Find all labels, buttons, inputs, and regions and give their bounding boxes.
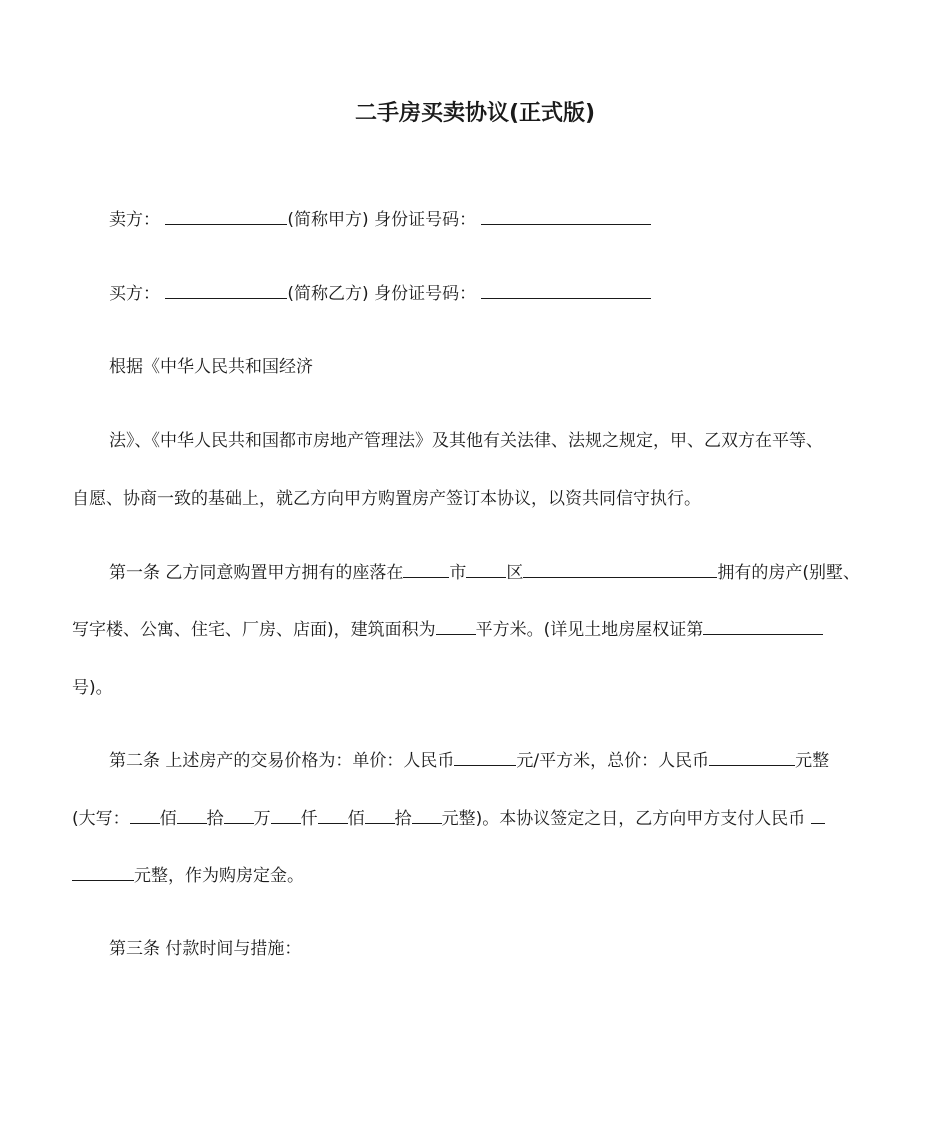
unit-bai-1: 佰 <box>159 809 177 829</box>
buyer-name-blank <box>165 281 287 299</box>
document-title: 二手房买卖协议(正式版) <box>354 101 596 126</box>
preamble-line-1: 根据《中华人民共和国经济 <box>109 357 313 377</box>
article2-text-3: 元整 <box>795 751 830 771</box>
unit-wan: 万 <box>253 809 271 829</box>
article2-line-3 <box>72 862 304 890</box>
article1-line-2 <box>72 616 823 644</box>
seller-short-name: (简称甲方) <box>287 210 369 230</box>
buyer-id-blank <box>481 281 651 299</box>
amount-blank-bai-2 <box>318 806 348 824</box>
article1-district: 区 <box>506 563 524 583</box>
amount-blank-bai-1 <box>130 806 160 824</box>
address-blank <box>523 560 717 578</box>
article1-text-6: 平方米。(详见土地房屋权证第 <box>475 620 704 640</box>
article1-line-1 <box>109 559 860 587</box>
article2-text-2: 元/平方米，总价：人民币 <box>516 751 710 771</box>
seller-label: 卖方： <box>109 210 160 230</box>
amount-blank-yuan <box>412 806 442 824</box>
unit-bai-2: 佰 <box>347 809 365 829</box>
article2-text-4: (大写： <box>72 809 130 829</box>
article1-text-1: 第一条 乙方同意购置甲方拥有的座落在 <box>109 563 404 583</box>
amount-blank-shi-1 <box>177 806 207 824</box>
certificate-no-blank <box>703 617 823 635</box>
amount-blank-qian <box>271 806 301 824</box>
article1-line-3: 号)。 <box>72 678 113 698</box>
buyer-short-name: (简称乙方) <box>287 284 369 304</box>
seller-name-blank <box>165 207 287 225</box>
unit-shi-2: 拾 <box>394 809 412 829</box>
article2-text-1: 第二条 上述房产的交易价格为：单价：人民币 <box>109 751 455 771</box>
amount-blank-shi-2 <box>365 806 395 824</box>
area-blank <box>436 617 476 635</box>
article3-heading: 第三条 付款时间与措施： <box>109 939 302 959</box>
preamble-line-3: 自愿、协商一致的基础上，就乙方向甲方购置房产签订本协议，以资共同信守执行。 <box>72 489 701 509</box>
unit-shi-1: 拾 <box>206 809 224 829</box>
total-price-blank <box>709 748 795 766</box>
article2-line-2 <box>72 805 825 833</box>
buyer-id-label: 身份证号码： <box>374 284 477 304</box>
deposit-blank-start <box>811 806 825 824</box>
district-blank <box>466 560 506 578</box>
seller-id-blank <box>481 207 651 225</box>
seller-line <box>109 206 651 234</box>
buyer-label: 买方： <box>109 284 160 304</box>
seller-id-label: 身份证号码： <box>374 210 477 230</box>
article1-text-4: 拥有的房产(别墅、 <box>717 563 861 583</box>
deposit-blank-end <box>72 863 134 881</box>
article1-city: 市 <box>449 563 467 583</box>
article2-line-1 <box>109 747 829 775</box>
buyer-line <box>109 280 651 308</box>
city-blank <box>403 560 449 578</box>
article2-text-5: 元整，作为购房定金。 <box>134 866 304 886</box>
article2-yuan-zheng: 元整)。本协议签定之日，乙方向甲方支付人民币 <box>441 809 806 829</box>
amount-blank-wan <box>224 806 254 824</box>
preamble-line-2: 法》、《中华人民共和国都市房地产管理法》及其他有关法律、法规之规定，甲、乙双方在平等、 <box>109 431 823 451</box>
unit-qian: 仟 <box>300 809 318 829</box>
unit-price-blank <box>454 748 516 766</box>
article1-text-5: 写字楼、公寓、住宅、厂房、店面)，建筑面积为 <box>72 620 436 640</box>
